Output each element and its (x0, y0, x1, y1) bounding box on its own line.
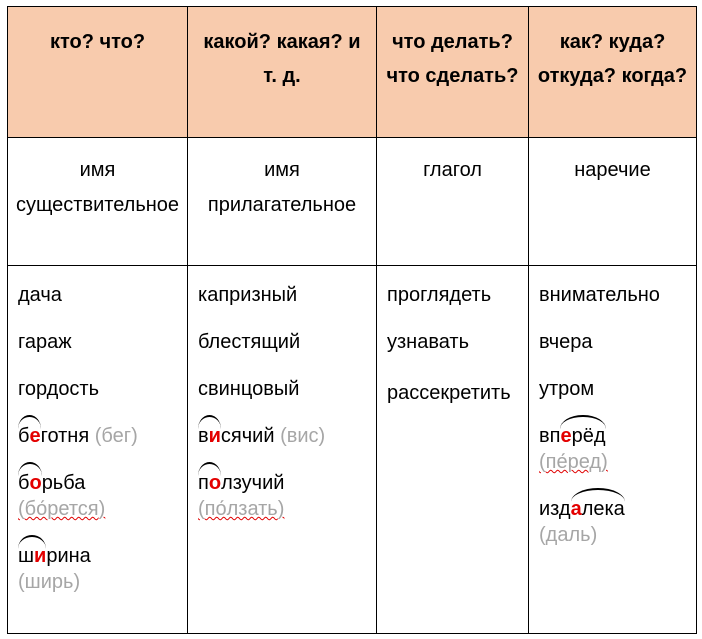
root-arc (18, 543, 46, 569)
word-cell (8, 266, 188, 634)
vowel-highlight: о (29, 472, 42, 494)
root-arc (18, 423, 41, 449)
check-word: (бо́рется) (18, 498, 106, 520)
check-word-text: по́лзать (204, 498, 278, 520)
word-part: б (18, 472, 30, 494)
word: проглядеть (387, 284, 492, 306)
word-part: изд (539, 498, 571, 520)
word (198, 470, 372, 522)
word-part: вп (539, 425, 561, 447)
word-part: сячий (220, 425, 275, 447)
word: утром (539, 378, 595, 400)
word: гордость (18, 378, 100, 400)
word-cell (529, 266, 697, 634)
header-cell: какой? какая? и т. д. (188, 7, 377, 138)
check-word: (вис) (280, 425, 326, 447)
check-word: (пе́ред) (539, 451, 608, 473)
root-arc (198, 423, 221, 449)
check-word: (бег) (94, 425, 138, 447)
vowel-highlight: и (208, 425, 221, 447)
pos-cell: наречие (529, 138, 697, 266)
words-row (8, 266, 697, 634)
word-part: б (18, 425, 30, 447)
vowel-highlight: и (34, 545, 47, 567)
word (539, 496, 692, 548)
header-cell: как? куда? откуда? когда? (529, 7, 697, 138)
pos-cell: глагол (377, 138, 529, 266)
word-part: в (198, 425, 209, 447)
header-cell: кто? что? (8, 7, 188, 138)
word: дача (18, 284, 62, 306)
word-part: лека (581, 498, 625, 520)
word: узнавать (387, 331, 470, 353)
word-part: лзучий (221, 472, 285, 494)
root-arc (571, 496, 625, 522)
vowel-highlight: е (29, 425, 41, 447)
root-arc (198, 470, 221, 496)
word-part: готня (40, 425, 90, 447)
check-word: (ширь) (18, 571, 81, 593)
header-cell: что делать? что сделать? (377, 7, 529, 138)
word-cell (188, 266, 377, 634)
check-word-text: ширь (24, 571, 74, 593)
word: внимательно (539, 284, 660, 306)
word-table (7, 6, 697, 634)
word: рассекретить (387, 382, 511, 404)
word: блестящий (198, 331, 301, 353)
word-part: рёд (571, 425, 606, 447)
word-part: рьба (41, 472, 86, 494)
check-word-text: бо́рется (24, 498, 99, 520)
word: гараж (18, 331, 72, 353)
header-row (8, 7, 697, 138)
word-part: п (198, 472, 209, 494)
check-word: (по́лзать) (198, 498, 285, 520)
check-word-text: даль (545, 524, 591, 546)
check-word: (даль) (539, 524, 598, 546)
pos-cell: имя прилагательное (188, 138, 377, 266)
vowel-highlight: е (560, 425, 572, 447)
check-word-text: пе́ред (545, 451, 602, 473)
word: капризный (198, 284, 298, 306)
vowel-highlight: а (570, 498, 582, 520)
word-cell (377, 266, 529, 634)
vowel-highlight: о (208, 472, 222, 494)
word-part: рина (46, 545, 91, 567)
word: свинцовый (198, 378, 300, 400)
word-part: ш (18, 545, 35, 567)
word: вчера (539, 331, 593, 353)
word (18, 543, 183, 595)
pos-cell: имя существительное (8, 138, 188, 266)
root-arc (18, 470, 42, 496)
word (18, 423, 183, 449)
root-arc (560, 423, 605, 449)
word (198, 423, 372, 449)
check-word-text: бег (101, 425, 132, 447)
word (539, 423, 692, 475)
word (18, 470, 183, 522)
part-of-speech-row (8, 138, 697, 266)
check-word-text: вис (286, 425, 319, 447)
